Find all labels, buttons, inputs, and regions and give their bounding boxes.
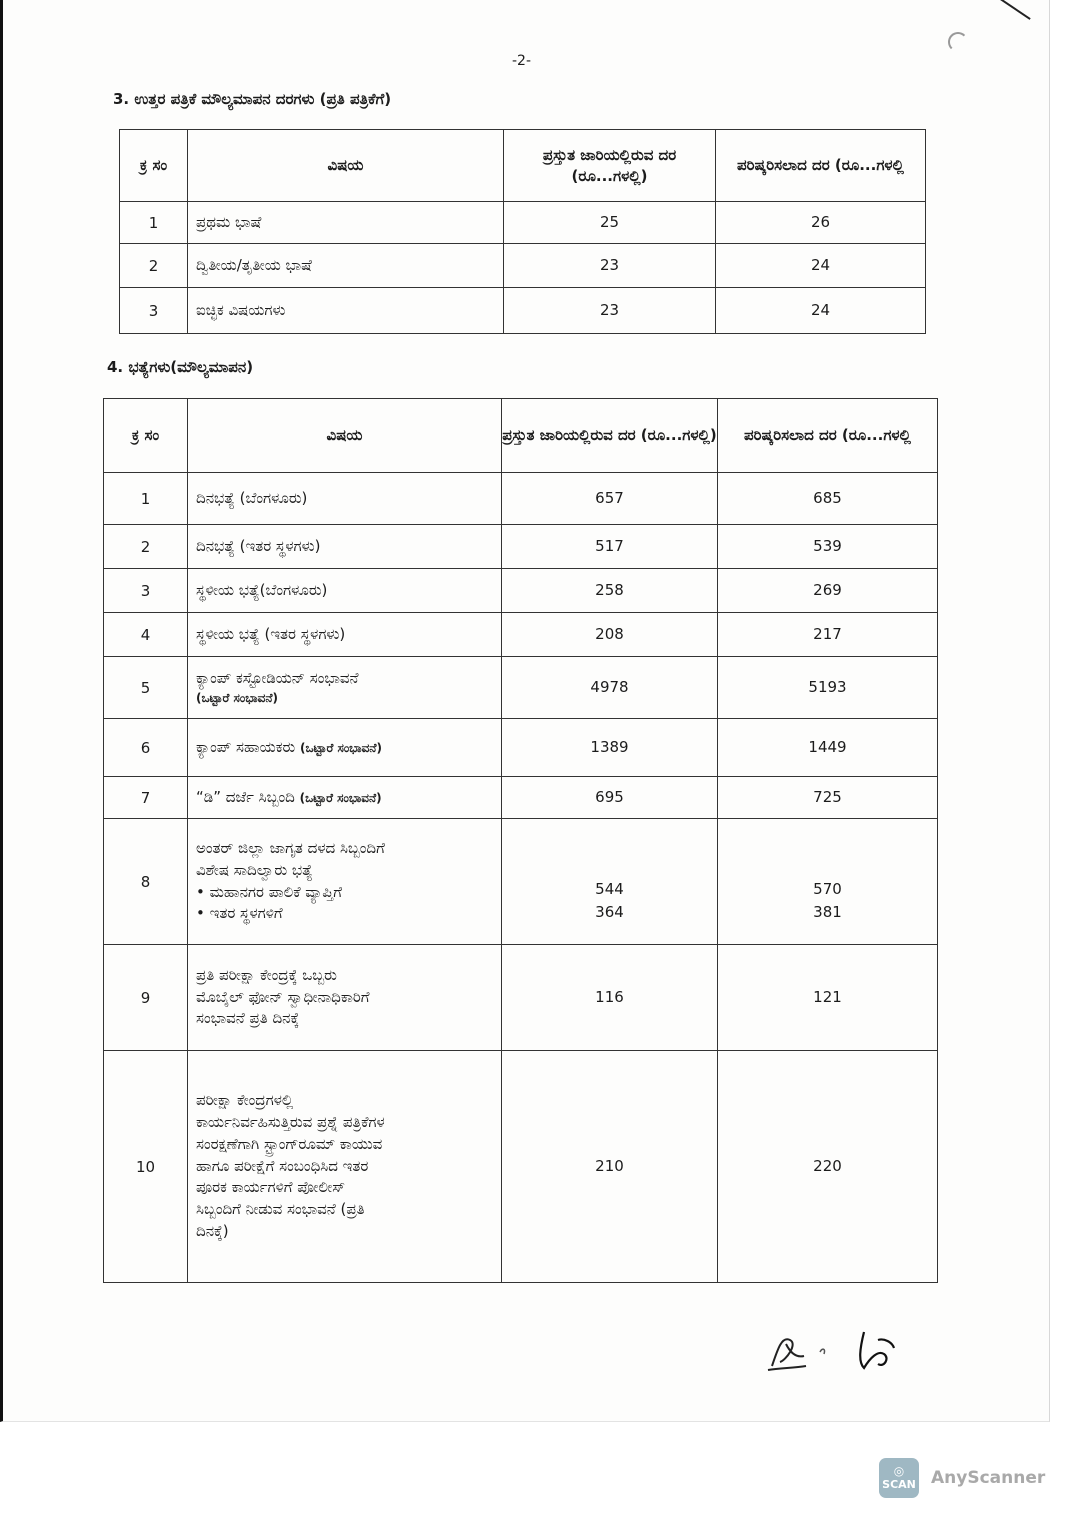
table-row: [104, 945, 938, 1051]
row-current-rate: 23: [504, 244, 716, 288]
handwritten-signature: [760, 1318, 910, 1378]
row-subject-line: ಕಾರ್ಯನಿರ್ವಹಿಸುತ್ತಿರುವ ಪ್ರಶ್ನೆ ಪತ್ರಿಕೆಗಳ: [196, 1113, 385, 1132]
row-subject-note: (ಒಟ್ಟಾರೆ ಸಂಭಾವನೆ): [196, 690, 278, 705]
row-subject: ಸ್ಥಳೀಯ ಭತ್ಯೆ (ಇತರ ಸ್ಥಳಗಳು): [188, 613, 502, 657]
row-subject-line: ಪೂರಕ ಕಾರ್ಯಗಳಿಗೆ ಪೋಲೀಸ್: [196, 1178, 346, 1197]
row-subject-line: ಸಂರಕ್ಷಣೆಗಾಗಿ ಸ್ಟ್ರಾಂಗ್‌ರೂಮ್ ಕಾಯುವ: [196, 1134, 383, 1153]
row-sno: 8: [104, 819, 188, 945]
table-row: [104, 1051, 938, 1283]
scanner-watermark: [879, 1455, 1045, 1501]
row-subject: [188, 657, 502, 719]
row-subject-text: ಕ್ಯಾಂಪ್ ಸಹಾಯಕರು: [196, 737, 296, 756]
row-subject-line: • ಇತರ ಸ್ಥಳಗಳಿಗೆ: [196, 904, 283, 923]
corner-mark: [996, 0, 1043, 20]
row-subject: ಸ್ಥಳೀಯ ಭತ್ಯೆ(ಬೆಂಗಳೂರು): [188, 569, 502, 613]
row-sno: 10: [104, 1051, 188, 1283]
row-revised-rate: 24: [716, 288, 926, 334]
row-current-rate: 517: [502, 525, 718, 569]
table-row: [104, 657, 938, 719]
row-sno: 4: [104, 613, 188, 657]
row-sno: 1: [120, 202, 188, 244]
row-revised-rate: 269: [718, 569, 938, 613]
row-sno: 2: [120, 244, 188, 288]
table-row: [104, 777, 938, 819]
row-current-rate: 1389: [502, 719, 718, 777]
row-revised-rate: 5193: [718, 657, 938, 719]
scan-logo-text: SCAN: [882, 1477, 916, 1491]
table-row: [120, 288, 926, 334]
row-revised-rate: 217: [718, 613, 938, 657]
row-subject: [188, 819, 502, 945]
row-subject-text: “ಡಿ” ದರ್ಜೆ ಸಿಬ್ಬಂದಿ: [196, 787, 295, 806]
row-subject-line: • ಮಹಾನಗರ ಪಾಲಿಕೆ ವ್ಯಾಪ್ತಿಗೆ: [196, 882, 342, 901]
rate-value: 570: [813, 880, 842, 898]
header-current-rate: ಪ್ರಸ್ತುತ ಜಾರಿಯಲ್ಲಿರುವ ದರ (ರೂ...ಗಳಲ್ಲಿ): [504, 130, 716, 202]
table-row: [104, 525, 938, 569]
row-sno: 7: [104, 777, 188, 819]
row-subject: ಐಚ್ಛಿಕ ವಿಷಯಗಳು: [188, 288, 504, 334]
row-subject: [188, 777, 502, 819]
header-current-rate: ಪ್ರಸ್ತುತ ಜಾರಿಯಲ್ಲಿರುವ ದರ (ರೂ...ಗಳಲ್ಲಿ): [502, 399, 718, 473]
row-subject: [188, 1051, 502, 1283]
row-subject: ದ್ವಿತೀಯ/ತೃತೀಯ ಭಾಷೆ: [188, 244, 504, 288]
table-row: [104, 473, 938, 525]
rate-value: 544: [595, 880, 624, 898]
evaluation-rates-table: [119, 129, 926, 334]
row-subject-line: ಸಿಬ್ಬಂದಿಗೆ ನೀಡುವ ಸಂಭಾವನೆ (ಪ್ರತಿ: [196, 1200, 365, 1219]
row-current-rate: 25: [504, 202, 716, 244]
row-sno: 2: [104, 525, 188, 569]
row-revised-rate: [718, 819, 938, 945]
header-subject: ವಿಷಯ: [188, 130, 504, 202]
row-current-rate: 657: [502, 473, 718, 525]
row-subject-note: (ಒಟ್ಟಾರೆ ಸಂಭಾವನೆ): [299, 740, 382, 755]
table-row: [120, 202, 926, 244]
row-subject-note: (ಒಟ್ಟಾರೆ ಸಂಭಾವನೆ): [299, 790, 382, 805]
section-4-heading: 4. ಭತ್ಯೆಗಳು(ಮೌಲ್ಯಮಾಪನ): [107, 358, 254, 376]
row-current-rate: 210: [502, 1051, 718, 1283]
row-subject: ದಿನಭತ್ಯೆ (ಇತರ ಸ್ಥಳಗಳು): [188, 525, 502, 569]
row-revised-rate: 24: [716, 244, 926, 288]
row-revised-rate: 121: [718, 945, 938, 1051]
row-revised-rate: 685: [718, 473, 938, 525]
table-row: [104, 719, 938, 777]
row-current-rate: [502, 819, 718, 945]
row-sno: 1: [104, 473, 188, 525]
row-sno: 6: [104, 719, 188, 777]
row-revised-rate: 725: [718, 777, 938, 819]
row-subject-line: ಪ್ರತಿ ಪರೀಕ್ಷಾ ಕೇಂದ್ರಕ್ಕೆ ಒಬ್ಬರು: [196, 965, 337, 984]
row-current-rate: 208: [502, 613, 718, 657]
row-subject: [188, 719, 502, 777]
rate-value: 364: [595, 902, 624, 921]
row-sno: 5: [104, 657, 188, 719]
row-current-rate: 116: [502, 945, 718, 1051]
row-subject-line: ವಿಶೇಷ ಸಾದಿಲ್ವಾರು ಭತ್ಯೆ: [196, 860, 313, 879]
row-subject: [188, 945, 502, 1051]
row-sno: 3: [104, 569, 188, 613]
table-row: [120, 244, 926, 288]
table-header-row: [120, 130, 926, 202]
row-sno: 3: [120, 288, 188, 334]
row-sno: 9: [104, 945, 188, 1051]
row-subject: ದಿನಭತ್ಯೆ (ಬೆಂಗಳೂರು): [188, 473, 502, 525]
row-revised-rate: 220: [718, 1051, 938, 1283]
table-header-row: [104, 399, 938, 473]
row-current-rate: 258: [502, 569, 718, 613]
row-subject-line: ಅಂತರ್ ಜಿಲ್ಲಾ ಜಾಗೃತ ದಳದ ಸಿಬ್ಬಂದಿಗೆ: [196, 839, 385, 857]
allowances-table: [103, 398, 938, 1283]
watermark-text: AnyScanner: [931, 1468, 1046, 1488]
header-revised-rate: ಪರಿಷ್ಕರಿಸಲಾದ ದರ (ರೂ...ಗಳಲ್ಲಿ: [718, 399, 938, 473]
header-subject: ವಿಷಯ: [188, 399, 502, 473]
row-subject-line: ದಿನಕ್ಕೆ): [196, 1221, 229, 1240]
table-row: [104, 569, 938, 613]
table-row: [104, 613, 938, 657]
row-subject-line: ಮೊಬೈಲ್ ಫೋನ್ ಸ್ವಾಧೀನಾಧಿಕಾರಿಗೆ: [196, 987, 370, 1006]
table-row: [104, 819, 938, 945]
row-current-rate: 695: [502, 777, 718, 819]
header-sno: ಕ್ರ ಸಂ: [120, 130, 188, 202]
header-sno: ಕ್ರ ಸಂ: [104, 399, 188, 473]
row-current-rate: 4978: [502, 657, 718, 719]
row-subject-line: ಹಾಗೂ ಪರೀಕ್ಷೆಗೆ ಸಂಬಂಧಿಸಿದ ಇತರ: [196, 1156, 369, 1175]
row-revised-rate: 26: [716, 202, 926, 244]
row-subject-line: ಪರೀಕ್ಷಾ ಕೇಂದ್ರಗಳಲ್ಲಿ: [196, 1091, 294, 1110]
row-subject-text: ಕ್ಯಾಂಪ್ ಕಸ್ಟೋಡಿಯನ್ ಸಂಭಾವನೆ: [196, 668, 359, 687]
rate-value: 381: [813, 902, 842, 921]
scan-logo-icon: ◎ SCAN: [879, 1458, 919, 1498]
page-number: -2-: [512, 53, 532, 69]
row-subject-line: ಸಂಭಾವನೆ ಪ್ರತಿ ದಿನಕ್ಕೆ: [196, 1009, 300, 1028]
row-revised-rate: 1449: [718, 719, 938, 777]
row-current-rate: 23: [504, 288, 716, 334]
header-revised-rate: ಪರಿಷ್ಕರಿಸಲಾದ ದರ (ರೂ...ಗಳಲ್ಲಿ: [716, 130, 926, 202]
page-curl-mark: [948, 32, 968, 52]
row-subject: ಪ್ರಥಮ ಭಾಷೆ: [188, 202, 504, 244]
row-revised-rate: 539: [718, 525, 938, 569]
section-3-heading: 3. ಉತ್ತರ ಪತ್ರಿಕೆ ಮೌಲ್ಯಮಾಪನ ದರಗಳು (ಪ್ರತಿ ಪತ್ರಿಕೆಗೆ): [113, 90, 392, 108]
